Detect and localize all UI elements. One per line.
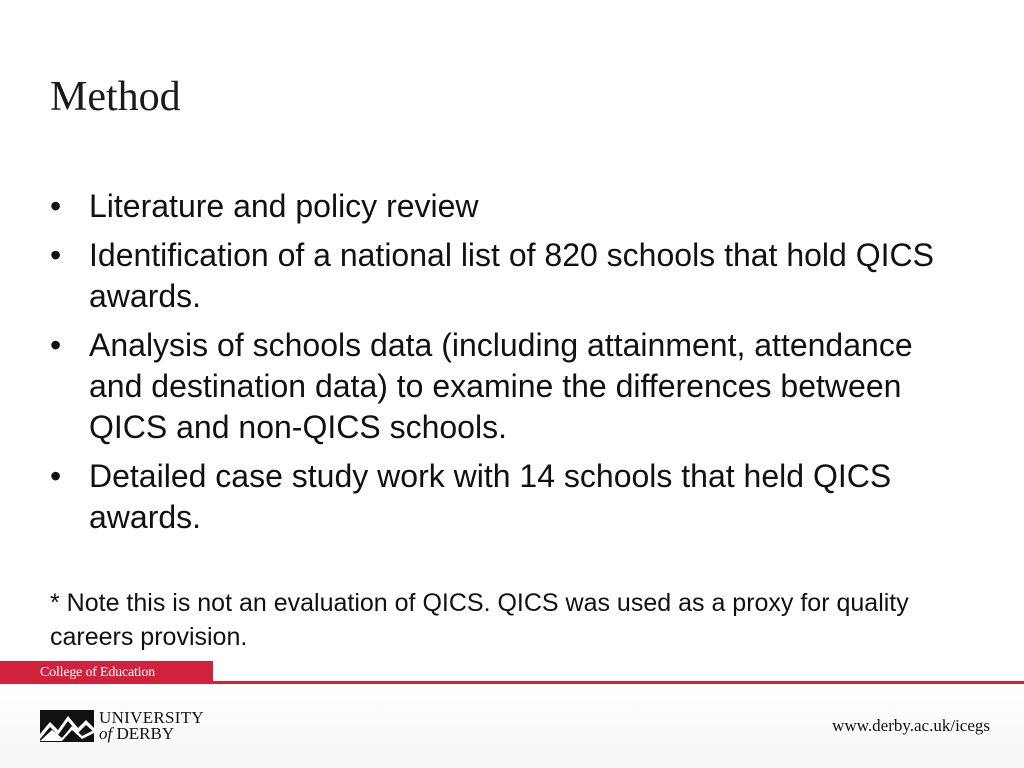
bullet-item	[50, 235, 960, 317]
logo-derby-text: DERBY	[116, 724, 175, 743]
college-label: College of Education	[0, 661, 213, 684]
bullet-list	[50, 186, 960, 546]
bullet-item	[50, 186, 960, 227]
bullet-icon: •	[50, 327, 62, 363]
bullet-icon: •	[50, 458, 62, 494]
bullet-text: Detailed case study work with 14 schools that held QICS awards.	[89, 458, 892, 535]
bullet-icon: •	[50, 188, 62, 224]
logo-derby-line	[99, 726, 204, 742]
bullet-text: Identification of a national list of 820 schools that hold QICS awards.	[89, 237, 934, 314]
bullet-item	[50, 456, 960, 538]
bullet-icon: •	[50, 237, 62, 273]
mountain-logo-icon	[40, 710, 94, 742]
university-logo	[40, 708, 204, 744]
bullet-text: Literature and policy review	[89, 188, 479, 224]
footnote: * Note this is not an evaluation of QICS. QICS was used as a proxy for quality careers provision.	[50, 589, 909, 651]
logo-university-text: UNIVERSITY	[99, 708, 204, 727]
bullet-item	[50, 325, 960, 448]
bullet-text: Analysis of schools data (including attainment, attendance and destination data) to examine the differences between QICS and non-QICS schools.	[89, 327, 913, 445]
footer-url: www.derby.ac.uk/icegs	[832, 716, 990, 735]
logo-of-text: of	[99, 724, 113, 743]
slide-title: Method	[50, 74, 181, 120]
logo-wordmark	[99, 710, 204, 742]
